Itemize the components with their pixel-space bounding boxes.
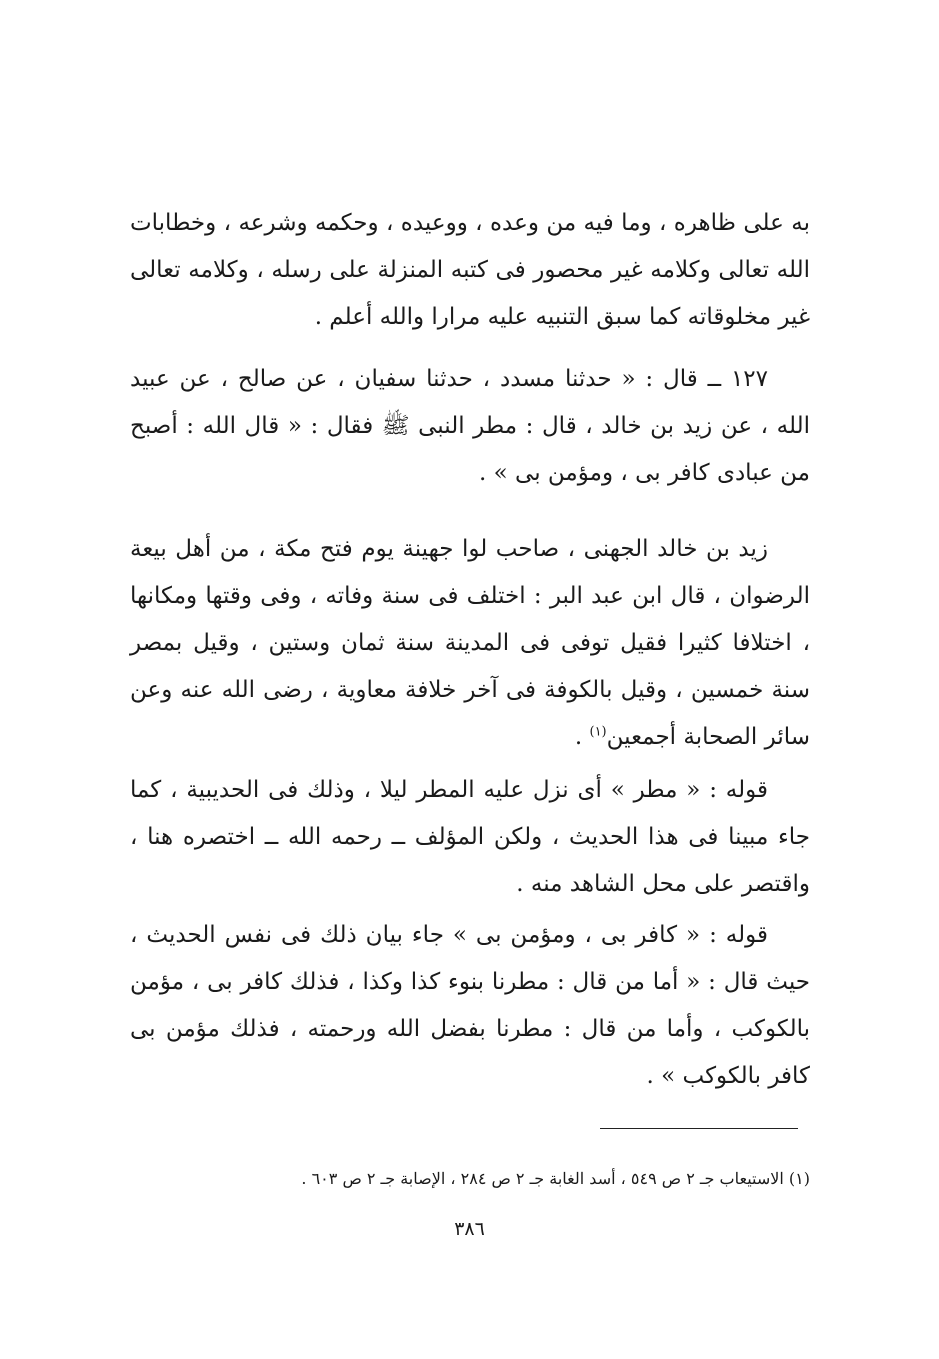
paragraph-3-text: زيد بن خالد الجهنى ، صاحب لوا جهينة يوم فتح مكة ، من أهل بيعة الرضوان ، قال ابن عبد البر : اختلف فى سنة وفاته ، وفى وقتها ومكانها ، اختلافا كثيرا فقيل توفى فى المدينة سنة ثمان وستين ، وقيل بمصر سنة خمسين ، وقيل بالكوفة فى آخر خلافة معاوية ، رضى الله عنه وعن سائر الصحابة أجمعين: [130, 536, 810, 750]
paragraph-5-commentary: [130, 912, 810, 1100]
paragraph-1-text: به على ظاهره ، وما فيه من وعده ، ووعيده ، وحكمه وشرعه ، وخطابات الله تعالى وكلامه غير محصور فى كتبه المنزلة على رسله ، وكلامه تعالى غير مخلوقاته كما سبق التنبيه عليه مرارا والله أعلم .: [130, 210, 810, 330]
paragraph-4-text: قوله : « مطر » أى نزل عليه المطر ليلا ، وذلك فى الحديبية ، كما جاء مبينا فى هذا الحديث ، ولكن المؤلف ــ رحمه الله ــ اختصره هنا ، واقتصر على محل الشاهد منه .: [130, 777, 810, 897]
paragraph-2-hadith-127: [130, 356, 810, 497]
footnote-divider: [600, 1128, 798, 1129]
paragraph-1: [130, 200, 810, 341]
footnote-1: (١) الاستيعاب جـ ٢ ص ٥٤٩ ، أسد الغابة جـ ٢ ص ٢٨٤ ، الإصابة جـ ٢ ص ٦٠٣ .: [301, 1169, 810, 1188]
footnote-marker-1: (١): [589, 724, 607, 740]
page-number: ٣٨٦: [454, 1218, 485, 1240]
paragraph-3-narrator-bio: [130, 526, 810, 761]
paragraph-4-commentary: [130, 767, 810, 908]
paragraph-3-tail: .: [574, 724, 590, 750]
paragraph-5-text: قوله : « كافر بى ، ومؤمن بى » جاء بيان ذلك فى نفس الحديث ، حيث قال : « أما من قال : مطرنا بنوء كذا وكذا ، فذلك كافر بى ، مؤمن بالكوكب ، وأما من قال : مطرنا بفضل الله ورحمته ، فذلك مؤمن بى كافر بالكوكب » .: [130, 922, 810, 1089]
paragraph-3-body: [130, 526, 810, 761]
paragraph-2-text: ١٢٧ ــ قال : « حدثنا مسدد ، حدثنا سفيان ، عن صالح ، عن عبيد الله ، عن زيد بن خالد ، قال : مطر النبى ﷺ فقال : « قال الله : أصبح من عبادى كافر بى ، ومؤمن بى » .: [130, 366, 810, 486]
